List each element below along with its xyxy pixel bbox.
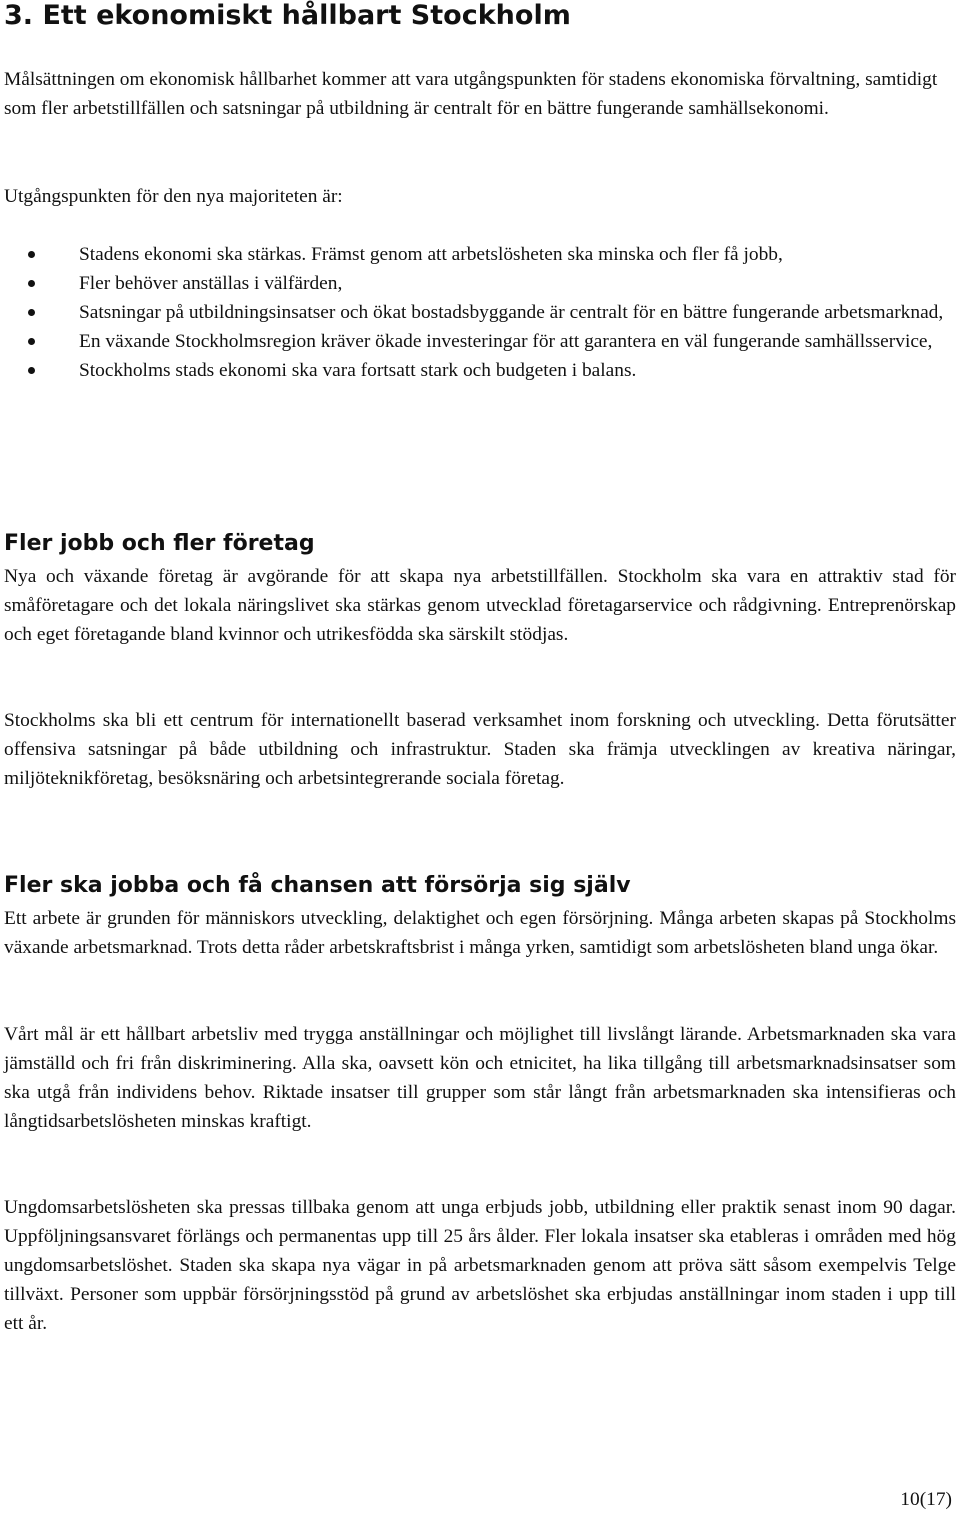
section2-paragraph-3: Ungdomsarbetslösheten ska pressas tillbaka genom att unga erbjuds jobb, utbildning eller praktik senast inom 90 dagar. Uppföljningsansvaret förlängs och permanentas upp till 25 års ålder. Fler lokala insatser ska etableras i områden med hög ungdomsarbetslöshet. Staden ska skapa nya vägar in på arbetsmarknaden genom att pröva sätt såsom exempelvis Telge tillväxt. Personer som uppbär försörjningsstöd på grund av arbetslöshet ska erbjudas anställningar inom staden i upp till ett år. [4,1197,956,1334]
list-item: Fler behöver anställas i välfärden, [4,269,956,298]
chapter-heading: 3. Ett ekonomiskt hållbart Stockholm [4,0,571,31]
page-number: 10(17) [900,1489,952,1510]
section-heading-work-support: Fler ska jobba och få chansen att försörja sig själv [4,873,631,898]
list-item: En växande Stockholmsregion kräver ökade investeringar för att garantera en väl fungerande samhällsservice, [4,327,956,356]
lead-paragraph: Utgångspunkten för den nya majoriteten är: [4,186,343,207]
section1-paragraph-2: Stockholms ska bli ett centrum för internationellt baserad verksamhet inom forskning och utveckling. Detta förutsätter offensiva satsningar på både utbildning och infrastruktur. Staden ska främja utvecklingen av kreativa näringar, miljöteknikföretag, besöksnäring och arbetsintegrerande sociala företag. [4,710,956,789]
bullet-icon [28,367,35,374]
bullet-list [4,240,956,385]
list-item: Satsningar på utbildningsinsatser och ökat bostadsbyggande är centralt för en bättre fungerande arbetsmarknad, [4,298,956,327]
intro-paragraph: Målsättningen om ekonomisk hållbarhet kommer att vara utgångspunkten för stadens ekonomiska förvaltning, samtidigt som fler arbetstillfällen och satsningar på utbildning är centralt för en bättre fungerande samhällsekonomi. [4,69,938,119]
section-heading-jobs-companies: Fler jobb och fler företag [4,531,315,556]
list-item: Stadens ekonomi ska stärkas. Främst genom att arbetslösheten ska minska och fler få jobb, [4,240,956,269]
bullet-icon [28,251,35,258]
list-item: Stockholms stads ekonomi ska vara fortsatt stark och budgeten i balans. [4,356,956,385]
section1-paragraph-1: Nya och växande företag är avgörande för att skapa nya arbetstillfällen. Stockholm ska vara en attraktiv stad för småföretagare och det lokala näringslivet ska stärkas genom utvecklad företagarservice och rådgivning. Entreprenörskap och eget företagande bland kvinnor och utrikesfödda ska särskilt stödjas. [4,566,956,645]
section2-paragraph-2: Vårt mål är ett hållbart arbetsliv med trygga anställningar och möjlighet till livslångt lärande. Arbetsmarknaden ska vara jämställd och fri från diskriminering. Alla ska, oavsett kön och etnicitet, ha lika tillgång till arbetsmarknadsinsatser som ska utgå från individens behov. Riktade insatser till grupper som står långt från arbetsmarknaden ska intensifieras och långtidsarbetslösheten minskas kraftigt. [4,1024,956,1132]
section2-paragraph-1: Ett arbete är grunden för människors utveckling, delaktighet och egen försörjning. Många arbeten skapas på Stockholms växande arbetsmarknad. Trots detta råder arbetskraftsbrist i många yrken, samtidigt som arbetslösheten bland unga ökar. [4,908,956,958]
bullet-icon [28,309,35,316]
bullet-icon [28,280,35,287]
bullet-icon [28,338,35,345]
